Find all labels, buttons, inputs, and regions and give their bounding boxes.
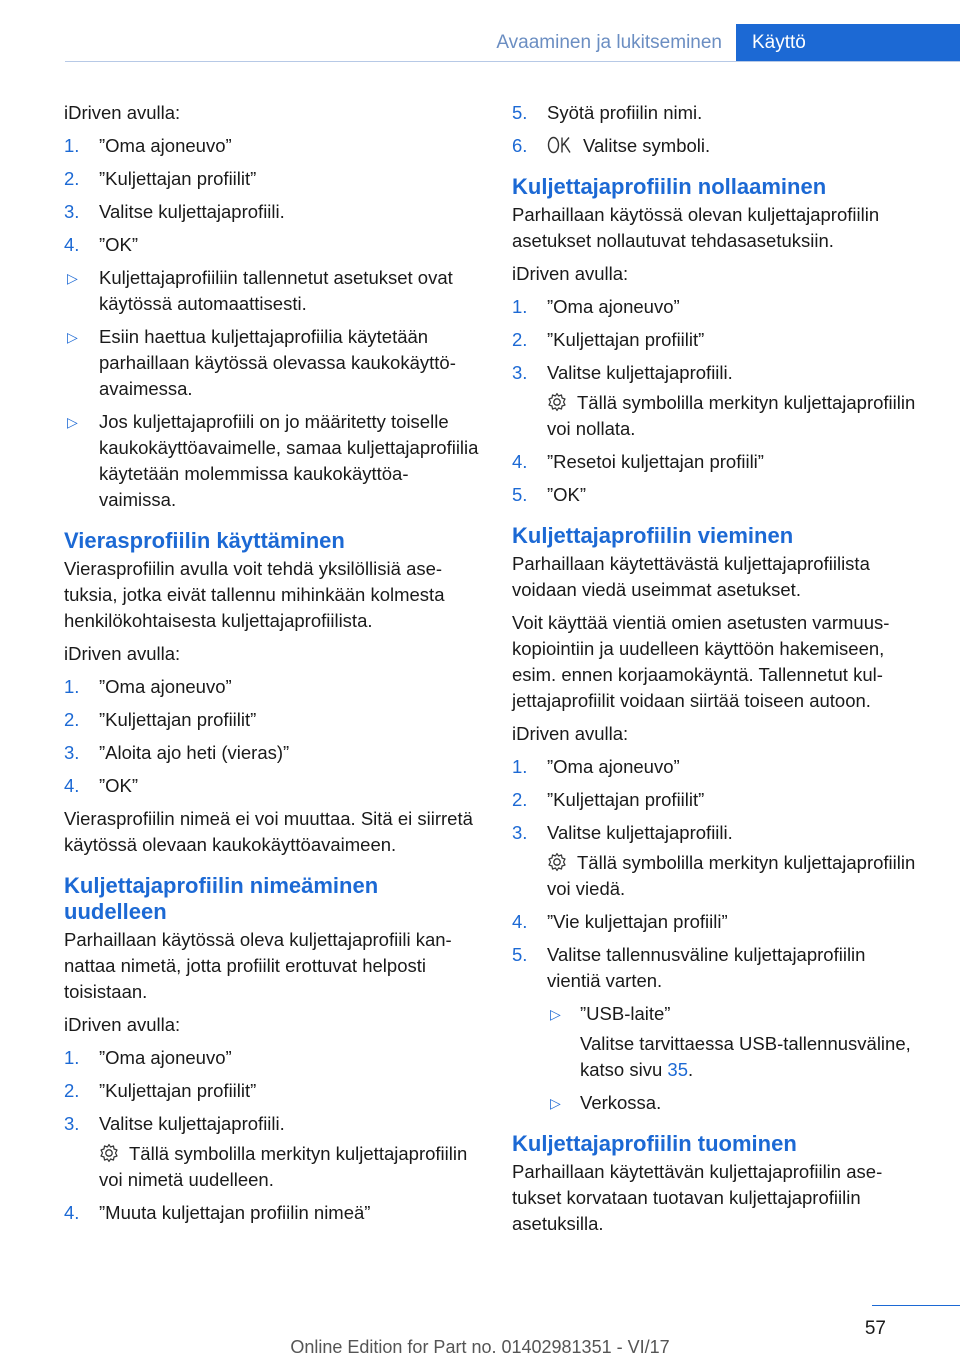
step-note <box>64 1141 479 1193</box>
sub-bullet-note <box>512 1031 922 1083</box>
list-item <box>512 909 922 935</box>
list-item <box>64 166 479 192</box>
paragraph: Vierasprofiilin nimeä ei voi muuttaa. Sitä ei siirretä käytössä olevaan kaukokäyttöavaimeen. <box>64 808 473 855</box>
list-number: 5. <box>512 102 528 123</box>
list-number: 1. <box>64 135 80 156</box>
paragraph: iDriven avulla: <box>64 643 181 664</box>
paragraph: Vierasprofiilin avulla voit tehdä yksilöllisiä asetuksia, jotka eivät tallennu mihinkään kolmesta henkilökohtaisesta kuljettajaprofiilista. <box>64 558 445 631</box>
right-column <box>512 100 922 1244</box>
list-number: 2. <box>512 789 528 810</box>
ok-symbol-icon <box>547 135 573 155</box>
page-number-rule <box>872 1305 960 1306</box>
list-text: ”Resetoi kuljettajan profiili” <box>547 451 764 472</box>
list-text: ”Aloita ajo heti (vieras)” <box>99 742 290 763</box>
chapter-tab: Käyttö <box>736 24 960 62</box>
list-text: ”Kuljettajan profiilit” <box>547 789 705 810</box>
step-note <box>512 850 922 902</box>
bullet-text: Esiin haettua kuljettajaprofiilia käytetään parhaillaan käytössä olevassa kaukokäyttöavaimessa. <box>99 326 456 399</box>
list-text: ”OK” <box>547 484 587 505</box>
list-number: 2. <box>512 329 528 350</box>
list-item <box>512 360 922 386</box>
list-item <box>64 773 479 799</box>
page-header <box>65 24 960 62</box>
section-heading: Kuljettajaprofiilin nollaaminen <box>512 174 827 199</box>
list-number: 2. <box>64 709 80 730</box>
bullet-triangle-icon: ▷ <box>67 329 78 345</box>
list-item <box>64 133 479 159</box>
list-number: 4. <box>64 1202 80 1223</box>
header-rule <box>65 61 960 62</box>
list-item <box>64 740 479 766</box>
gear-icon <box>547 852 567 872</box>
note-text: Valitse tarvittaessa USB-tallennusväline, katso sivu <box>580 1033 911 1080</box>
step-note <box>512 390 922 442</box>
list-number: 3. <box>64 742 80 763</box>
list-number: 5. <box>512 484 528 505</box>
list-text: ”OK” <box>99 775 139 796</box>
paragraph: Parhaillaan käytettävästä kuljettajaprofiilista voidaan viedä useimmat asetukset. <box>512 553 870 600</box>
left-column <box>64 100 479 1233</box>
page-link[interactable]: 35 <box>667 1059 688 1080</box>
list-number: 3. <box>64 201 80 222</box>
list-text: Valitse tallennusväline kuljettajaprofiilin vientiä varten. <box>547 944 866 991</box>
list-item <box>512 942 922 994</box>
bullet-item <box>64 324 479 402</box>
list-item <box>64 674 479 700</box>
bullet-triangle-icon: ▷ <box>550 1006 561 1022</box>
paragraph: iDriven avulla: <box>512 263 629 284</box>
list-text: ”Oma ajoneuvo” <box>99 1047 232 1068</box>
list-number: 3. <box>512 822 528 843</box>
list-item <box>64 199 479 225</box>
list-item <box>512 449 922 475</box>
footer-edition: Online Edition for Part no. 01402981351 - VI/17 <box>290 1337 670 1357</box>
step-note-text: Tällä symbolilla merkityn kuljettajaprofiilin voi nimetä uudelleen. <box>99 1143 468 1190</box>
list-text: Valitse symboli. <box>583 135 711 156</box>
bullet-text: Kuljettajaprofiiliin tallennetut asetukset ovat käytössä automaattisesti. <box>99 267 453 314</box>
list-text: ”OK” <box>99 234 139 255</box>
list-item <box>512 754 922 780</box>
paragraph: iDriven avulla: <box>64 1014 181 1035</box>
sub-bullet-text: ”USB-laite” <box>580 1003 671 1024</box>
list-item <box>64 1078 479 1104</box>
list-number: 4. <box>512 911 528 932</box>
list-text: ”Kuljettajan profiilit” <box>99 709 257 730</box>
list-text: ”Vie kuljettajan profiili” <box>547 911 728 932</box>
list-number: 2. <box>64 168 80 189</box>
paragraph: iDriven avulla: <box>64 102 181 123</box>
list-item <box>512 294 922 320</box>
paragraph: iDriven avulla: <box>512 723 629 744</box>
list-text: ”Kuljettajan profiilit” <box>99 1080 257 1101</box>
section-title: Avaaminen ja lukitseminen <box>496 32 722 53</box>
list-text: ”Oma ajoneuvo” <box>547 756 680 777</box>
list-number: 6. <box>512 135 528 156</box>
page-number: 57 <box>864 1318 886 1339</box>
list-item <box>64 1045 479 1071</box>
paragraph: Voit käyttää vientiä omien asetusten varmuuskopiointiin ja uudelleen käyttöön hakemiseen, esim. ennen korjaamokäyntä. Tallennetut kuljettajaprofiilit voidaan siirtää toiseen autoon. <box>512 612 890 711</box>
bullet-item <box>64 265 479 317</box>
sub-bullet-item <box>512 1001 922 1027</box>
paragraph: Parhaillaan käytettävän kuljettajaprofiilin asetukset korvataan tuotavan kuljettajaprofiilin asetuksilla. <box>512 1161 883 1234</box>
list-text: ”Oma ajoneuvo” <box>99 135 232 156</box>
list-text: Valitse kuljettajaprofiili. <box>99 201 285 222</box>
list-number: 1. <box>64 1047 80 1068</box>
list-text: Syötä profiilin nimi. <box>547 102 703 123</box>
list-number: 1. <box>64 676 80 697</box>
bullet-triangle-icon: ▷ <box>550 1095 561 1111</box>
paragraph: Parhaillaan käytössä oleva kuljettajaprofiili kannattaa nimetä, jotta profiilit erottuvat helposti toisistaan. <box>64 929 452 1002</box>
list-item <box>64 707 479 733</box>
list-text: Valitse kuljettajaprofiili. <box>547 822 733 843</box>
list-text: Valitse kuljettajaprofiili. <box>99 1113 285 1134</box>
list-number: 4. <box>64 775 80 796</box>
bullet-triangle-icon: ▷ <box>67 270 78 286</box>
bullet-text: Jos kuljettajaprofiili on jo määritetty toiselle kaukokäyttöavaimelle, samaa kuljettajaprofiilia käytetään molemmissa kaukokäyttöavaimissa. <box>99 411 479 510</box>
bullet-item <box>64 409 479 513</box>
list-number: 3. <box>512 362 528 383</box>
list-text: ”Oma ajoneuvo” <box>547 296 680 317</box>
list-item <box>512 133 922 159</box>
list-item <box>64 232 479 258</box>
list-item <box>512 820 922 846</box>
list-text: Valitse kuljettajaprofiili. <box>547 362 733 383</box>
list-item <box>512 482 922 508</box>
sub-bullet-text: Verkossa. <box>580 1092 662 1113</box>
gear-icon <box>99 1143 119 1163</box>
list-number: 5. <box>512 944 528 965</box>
bullet-triangle-icon: ▷ <box>67 414 78 430</box>
sub-bullet-item <box>512 1090 922 1116</box>
list-text: ”Kuljettajan profiilit” <box>547 329 705 350</box>
list-number: 2. <box>64 1080 80 1101</box>
note-text-end: . <box>687 1059 694 1080</box>
step-note-text: Tällä symbolilla merkityn kuljettajaprofiilin voi viedä. <box>547 852 916 899</box>
list-number: 4. <box>64 234 80 255</box>
section-heading: Kuljettajaprofiilin vieminen <box>512 523 794 548</box>
step-note-text: Tällä symbolilla merkityn kuljettajaprofiilin voi nollata. <box>547 392 916 439</box>
list-item <box>64 1200 479 1226</box>
section-heading: Kuljettajaprofiilin tuominen <box>512 1131 797 1156</box>
list-item <box>512 787 922 813</box>
paragraph: Parhaillaan käytössä olevan kuljettajaprofiilin asetukset nollautuvat tehdasasetuksiin. <box>512 204 880 251</box>
list-number: 1. <box>512 296 528 317</box>
list-number: 3. <box>64 1113 80 1134</box>
list-number: 1. <box>512 756 528 777</box>
list-item <box>64 1111 479 1137</box>
list-text: ”Muuta kuljettajan profiilin nimeä” <box>99 1202 371 1223</box>
section-heading: Vierasprofiilin käyttäminen <box>64 528 345 553</box>
list-item <box>512 327 922 353</box>
list-text: ”Oma ajoneuvo” <box>99 676 232 697</box>
section-heading: Kuljettajaprofiilin nimeäminen uudelleen <box>64 873 379 924</box>
gear-icon <box>547 392 567 412</box>
list-number: 4. <box>512 451 528 472</box>
list-text: ”Kuljettajan profiilit” <box>99 168 257 189</box>
list-item <box>512 100 922 126</box>
